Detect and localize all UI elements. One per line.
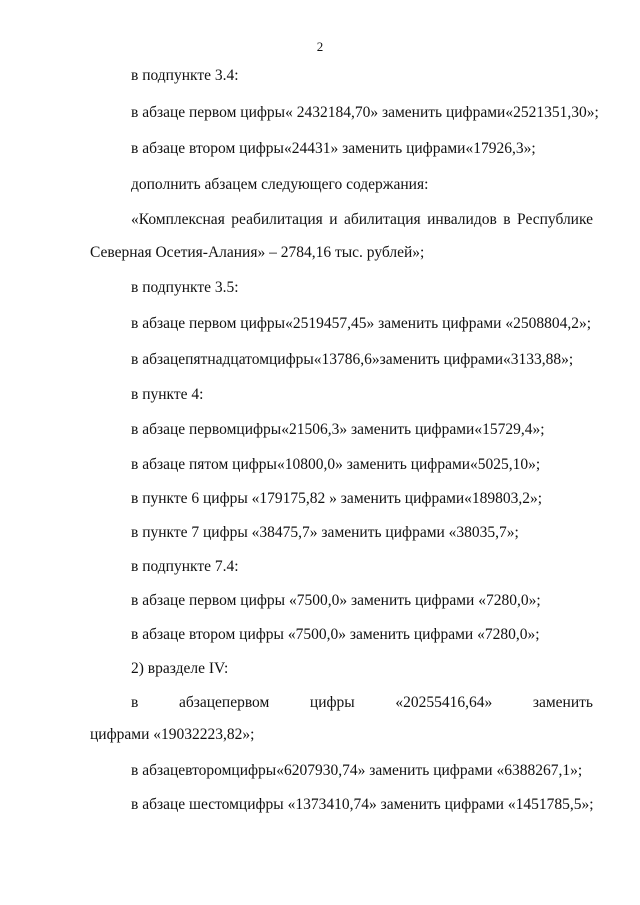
word: абзацепервом	[178, 694, 270, 711]
text-line: в подпункте 3.5:	[131, 279, 239, 296]
text-line: дополнить абзацем следующего содержания:	[131, 176, 429, 193]
text-line: в пункте 6 цифры «179175,82 » заменить цифрами«189803,2»;	[131, 490, 543, 507]
text-line: в абзаце шестомцифры «1373410,74» заменить цифрами «1451785,5»;	[131, 796, 594, 813]
text-line: 2) вразделе IV:	[131, 660, 229, 677]
text-line-justified: «Комплексная реабилитация и абилитация инвалидов в Республике	[131, 211, 593, 228]
text-line: Северная Осетия-Алания» – 2784,16 тыс. рублей»;	[90, 244, 425, 261]
text-line: цифрами «19032223,82»;	[90, 726, 255, 743]
text-line: в пункте 4:	[131, 386, 204, 403]
text-line: в абзацепятнадцатомцифры«13786,6»заменить цифрами«3133,88»;	[131, 351, 574, 368]
text-line-justified	[131, 694, 593, 712]
text-line: в подпункте 7.4:	[131, 558, 239, 575]
text-line: в абзаце пятом цифры«10800,0» заменить цифрами«5025,10»;	[131, 456, 541, 473]
word: «20255416,64»	[395, 694, 493, 711]
text-line: в абзаце втором цифры «7500,0» заменить цифрами «7280,0»;	[131, 626, 540, 643]
text-line: в пункте 7 цифры «38475,7» заменить цифрами «38035,7»;	[131, 524, 519, 541]
text-line: в абзаце первомцифры«21506,3» заменить цифрами«15729,4»;	[131, 421, 545, 438]
text-line: в абзацевторомцифры«6207930,74» заменить цифрами «6388267,1»;	[131, 762, 583, 779]
text-line: в абзаце первом цифры«2519457,45» заменить цифрами «2508804,2»;	[131, 315, 592, 332]
word: в	[131, 694, 139, 711]
text-line: в абзаце первом цифры «7500,0» заменить цифрами «7280,0»;	[131, 592, 541, 609]
text-line: в абзаце первом цифры« 2432184,70» заменить цифрами«2521351,30»;	[131, 104, 599, 121]
text-line: в подпункте 3.4:	[131, 67, 239, 84]
text-line: в абзаце втором цифры«24431» заменить цифрами«17926,3»;	[131, 140, 536, 157]
word: заменить	[532, 694, 593, 711]
word: цифры	[309, 694, 355, 711]
page-number: 2	[316, 39, 324, 54]
